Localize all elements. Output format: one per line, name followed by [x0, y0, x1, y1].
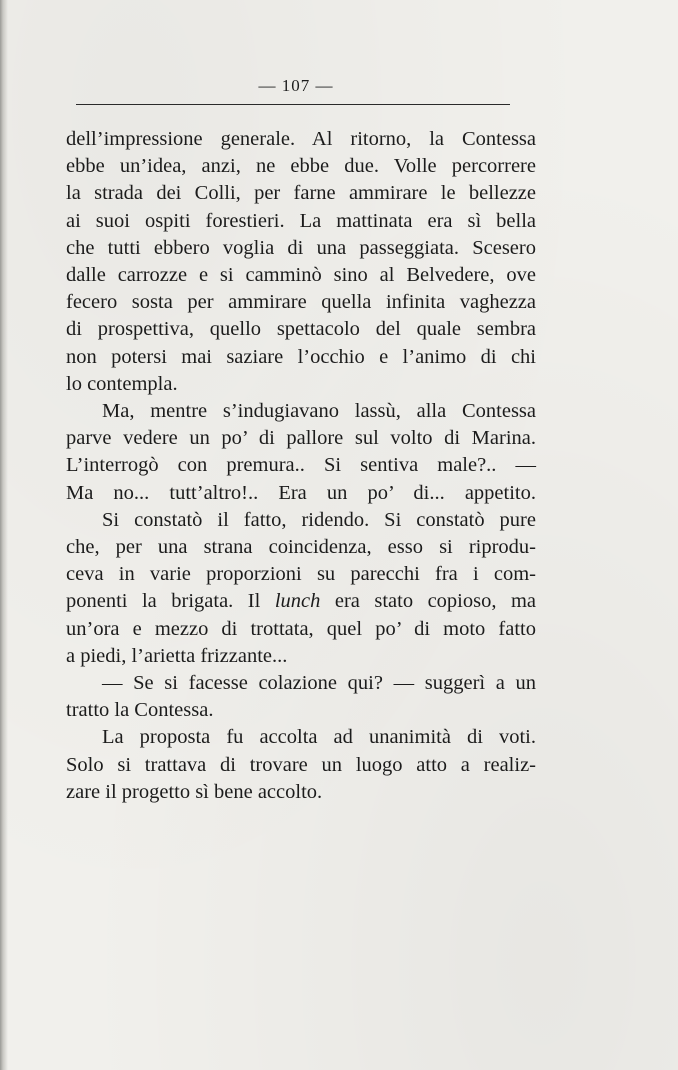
text-line: di prospettiva, quello spettacolo del quale sembra [66, 318, 536, 341]
text-line: — Se si facesse colazione qui? — suggerì a un [102, 672, 536, 695]
text-line: ceva in varie proporzioni su parecchi fra i com- [66, 563, 536, 586]
text-line: fecero sosta per ammirare quella infinita vaghezza [66, 291, 536, 314]
text-line: a piedi, l’arietta frizzante... [66, 644, 288, 667]
italic-word: lunch [274, 590, 321, 613]
text-line: ebbe un’idea, anzi, ne ebbe due. Volle percorrere [66, 155, 536, 178]
text-line: L’interrogò con premura.. Si sentiva male?.. — [66, 454, 536, 477]
text-segment: era stato copioso, ma [320, 590, 536, 613]
text-line: non potersi mai saziare l’occhio e l’animo di chi [66, 345, 536, 368]
text-line: Ma, mentre s’indugiavano lassù, alla Contessa [102, 400, 536, 423]
text-line: ai suoi ospiti forestieri. La mattinata era sì bella [66, 209, 536, 232]
body-text [66, 126, 536, 806]
text-line: lo contempla. [66, 372, 178, 395]
text-line: dell’impressione generale. Al ritorno, la Contessa [66, 128, 536, 150]
text-line: Si constatò il fatto, ridendo. Si constatò pure [102, 508, 536, 531]
text-line: La proposta fu accolta ad unanimità di voti. [102, 726, 536, 749]
text-line: parve vedere un po’ di pallore sul volto di Marina. [66, 427, 536, 450]
text-line: dalle carrozze e si camminò sino al Belvedere, ove [66, 264, 536, 287]
text-line: la strada dei Colli, per farne ammirare le bellezze [66, 182, 536, 205]
text-line-with-italic [66, 588, 536, 615]
text-line: zare il progetto sì bene accolto. [66, 780, 323, 803]
page-binding-edge [0, 0, 8, 1070]
text-line: che tutti ebbero voglia di una passeggiata. Scesero [66, 236, 536, 259]
header-rule [76, 104, 510, 105]
text-line: che, per una strana coincidenza, esso si riprodu- [66, 536, 536, 559]
text-line: Ma no... tutt’altro!.. Era un po’ di... appetito. [66, 481, 536, 504]
text-line: un’ora e mezzo di trottata, quel po’ di moto fatto [66, 617, 536, 640]
page-number: — 107 — [258, 76, 334, 95]
text-line: Solo si trattava di trovare un luogo atto a realiz- [66, 753, 536, 776]
text-segment: ponenti la brigata. Il [66, 590, 275, 613]
text-line: tratto la Contessa. [66, 699, 214, 722]
